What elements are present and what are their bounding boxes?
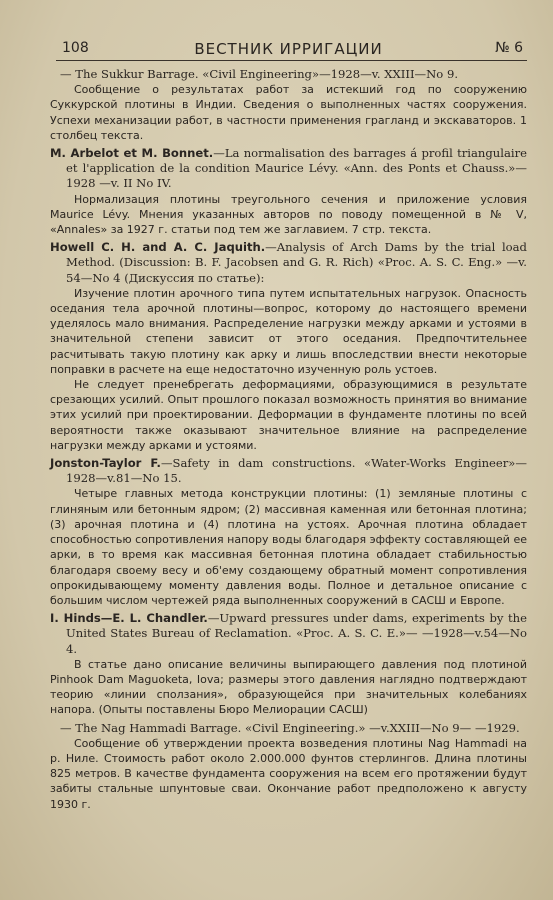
- header-rule: [56, 60, 527, 61]
- bibliography-entry: [50, 721, 527, 812]
- bibliography-entry: [50, 456, 527, 608]
- entry-citation: [50, 146, 527, 192]
- journal-title: ВЕСТНИК ИРРИГАЦИИ: [194, 40, 383, 58]
- entry-summary: В статье дано описание величины выпирающего давления под плотиной Pinhook Dam Maguoketa, Iova; размеры этого давления наглядно подтверждают теорию «линии сползания», образующейся при значительных колебаниях напора. (Опыты поставлены Бюро Мелиорации САСШ): [50, 657, 527, 717]
- bibliography-entry: [50, 240, 527, 453]
- entry-title: —Upward pressures under dams, experiments by the United States Bureau of Reclamation. «Proc. A. S. C. E.»— —1928—v.54—No 4.: [66, 611, 527, 656]
- entry-author: Howell C. H. and A. C. Jaquith.: [50, 240, 266, 255]
- entry-citation: [50, 240, 527, 286]
- entry-citation: [50, 456, 527, 486]
- bibliography-entry: [50, 67, 527, 143]
- page-number: 108: [62, 40, 89, 56]
- entry-citation: — The Nag Hammadi Barrage. «Civil Engineering.» —v.XXIII—No 9— —1929.: [60, 720, 520, 735]
- entry-summary: Сообщение об утверждении проекта возведения плотины Nag Hammadi на р. Ниле. Стоимость работ около 2.000.000 фунтов стерлингов. Длина плотины 825 метров. В качестве фундамента сооружения на всем его протяжении будут забиты стальные шпунтовые сваи. Окончание работ предположено к августу 1930 г.: [50, 736, 527, 811]
- entry-summary: Четыре главных метода конструкции плотины: (1) земляные плотины с глиняным или бетонным ядром; (2) массивная каменная или бетонная плотина; (3) арочная плотина и (4) плотина на устоях. Арочная плотина обладает способностью сопротивления напору воды благодаря эффекту составляющей ее арки, в то время как массивная бетонная плотина обладает стабильностью благодаря своему весу и об'ему создающему обратный момент сопротивления опрокидывающему моменту давления воды. Полное и детальное описание с большим числом чертежей ряда выполненных сооружений в САСШ и Европе.: [50, 487, 527, 607]
- bibliography-entry: [50, 146, 527, 237]
- entry-title: —La normalisation des barrages á profil triangulaire et l'application de la condition Maurice Lévy. «Ann. des Ponts et Chauss.»—1928 —v. II No IV.: [66, 146, 527, 191]
- entry-author: M. Arbelot et M. Bonnet.: [50, 146, 214, 161]
- entry-title: —Analysis of Arch Dams by the trial load Method. (Discussion: B. F. Jacobsen and G. R. Rich) «Proc. A. S. C. Eng.» —v. 54—No 4 (Дискуссия по статье):: [66, 240, 527, 285]
- entry-summary: Изучение плотин арочного типа путем испытательных нагрузок. Опасность оседания тела арочной плотины—вопрос, которому до настоящего времени уделялось мало внимания. Распределение нагрузки между арками и устоями в значительной степени зависит от этого оседания. Предпочтительнее расчитывать такую плотину как арку и лишь впоследствии внести некоторые поправки в расчете на еще недостаточно изученную роль устоев.: [50, 286, 527, 376]
- entry-author: I. Hinds—E. L. Chandler.: [50, 611, 208, 626]
- entry-summary: Сообщение о результатах работ за истекший год по сооружению Суккурской плотины в Индии. Сведения о выполненных частях сооружения. Успехи механизации работ, в частности применения грагланд и экскаваторов. 1 столбец текста.: [50, 83, 527, 142]
- entry-summary: Нормализация плотины треугольного сечения и приложение условия Maurice Lévy. Мнения указанных авторов по поводу помещенной в № V, «Annales» за 1927 г. статьи под тем же заглавием. 7 стр. текста.: [50, 192, 527, 237]
- entry-citation: [50, 611, 527, 657]
- entry-summary: Не следует пренебрегать деформациями, образующимися в результате срезающих усилий. Опыт прошлого показал возможность принятия во внимание этих усилий при проектировании. Деформации в фундаменте плотины по всей вероятности также оказывают значительное влияние на распределение нагрузки между арками и устоями.: [50, 378, 527, 452]
- entry-citation: — The Sukkur Barrage. «Civil Engineering»—1928—v. XXIII—No 9.: [60, 67, 459, 81]
- bibliography-entry: [50, 611, 527, 717]
- issue-number: № 6: [495, 40, 523, 56]
- entry-author: Jonston-Taylor F.: [50, 456, 161, 471]
- page-header: [50, 38, 527, 60]
- entry-title: —Safety in dam constructions. «Water-Works Engineer»—1928—v.81—No 15.: [66, 456, 527, 486]
